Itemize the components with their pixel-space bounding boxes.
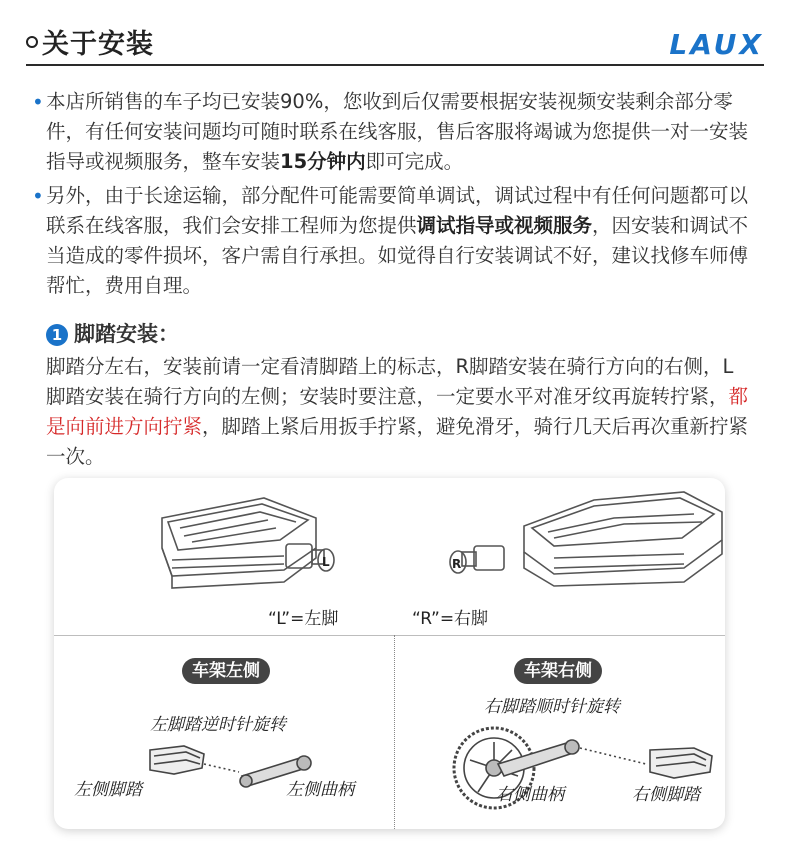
circle-bullet-icon [26,36,38,48]
bullet-dot-icon: • [32,90,44,114]
pedal-diagram-card [54,478,725,829]
frame-right-badge: 车架右侧 [514,658,602,684]
bullet-dot-icon: • [32,184,44,208]
frame-left-badge: 车架左侧 [182,658,270,684]
section-header [26,22,764,66]
left-rotate-label: 左脚踏逆时针旋转 [150,715,286,735]
section-pedal-title: 1 脚踏安装： [46,318,179,348]
right-rotate-label: 右脚踏顺时针旋转 [484,697,620,717]
right-crank-label: 右侧曲柄 [496,785,564,805]
right-pedal-label: 右侧脚踏 [632,785,700,805]
left-pedal-caption: “L”=左脚 [268,609,339,629]
left-pedal-label: 左侧脚踏 [74,780,142,800]
right-pedal-mark: R [452,557,462,571]
right-crank-illustration [394,698,725,828]
brand-logo: LAUX [669,28,764,61]
page-title: 关于安装 [42,29,154,60]
intro-paragraph-2: 另外，由于长途运输，部分配件可能需要简单调试，调试过程中有任何问题都可以联系在线客服，我们会安排工程师为您提供调试指导或视频服务，因安装和调试不当造成的零件损坏，客户需自行承担。如觉得自行安装调试不好，建议找修车师傅帮忙，费用自理。 [46,184,749,297]
divider [54,635,725,636]
pedal-illustration [54,478,725,635]
left-pedal-mark: L [322,555,330,569]
number-badge-icon: 1 [46,324,68,346]
right-pedal-caption: “R”=右脚 [412,609,489,629]
intro-paragraph-1: 本店所销售的车子均已安装90%，您收到后仅需要根据安装视频安装剩余部分零件，有任何安装问题均可随时联系在线客服，售后客服将竭诚为您提供一对一安装指导或视频服务，整车安装15分钟内即可完成。 [46,90,749,173]
pedal-instructions: 脚踏分左右，安装前请一定看清脚踏上的标志，R脚踏安装在骑行方向的右侧，L脚踏安装在骑行方向的左侧；安装时要注意，一定要水平对准牙纹再旋转拧紧，都是向前进方向拧紧，脚踏上紧后用扳手拧紧，避免滑牙，骑行几天后再次重新拧紧一次。 [46,355,749,468]
left-crank-label: 左侧曲柄 [286,780,354,800]
